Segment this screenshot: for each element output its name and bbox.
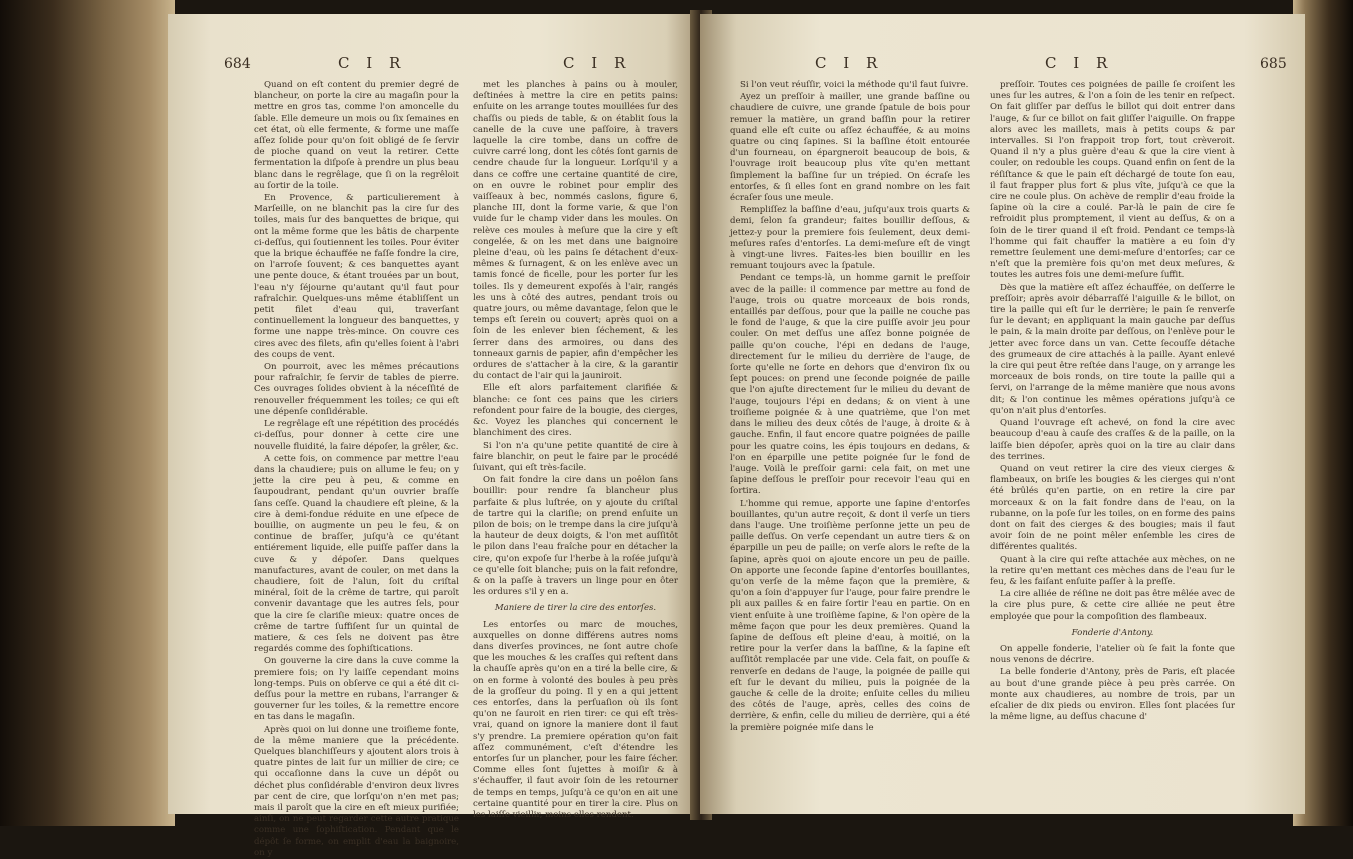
paragraph: Quant à la cire qui reſte attachée aux mèches, on ne la retire qu'en mettant ces mèches dans de l'eau ſur le feu, & les faiſant enſuite paſſer à la preſſe. bbox=[990, 554, 1235, 587]
paragraph: La belle fonderie d'Antony, près de Paris, eſt placée au bout d'une grande pièce à peu près carrée. On monte aux chaudieres, au nombre de trois, par un eſcalier de dix pieds ou environ. Elles ſont placées ſur la même ligne, au deſſus chacune d' bbox=[990, 667, 1235, 723]
paragraph: Le regrêlage eſt une répétition des procédés ci-deſſus, pour donner à cette cire une nouvelle fluidité, la faire dépoſer, la grêler, &c. bbox=[254, 419, 459, 452]
paragraph: En Provence, & particulierement à Marſeille, on ne blanchit pas la cire ſur des toiles, mais ſur des banquettes de brique, qui ont la même forme que les bâtis de charpente ci-deſſus, qui ſoutiennent les toiles. Pour éviter que la brique échauffée ne faſſe fondre la cire, on l'arroſe ſouvent; & ces banquettes ayant une pente douce, & étant trouées par un bout, l'eau n'y ſéjourne qu'autant qu'il faut pour rafraîchir. Quelques-uns même établiſſent un petit filet d'eau qui, traverſant continuellement la longueur des banquettes, y forme une nappe très-mince. On couvre ces cires avec des filets, afin qu'elles ſoient à l'abri des coups de vent. bbox=[254, 193, 459, 360]
paragraph: Rempliſſez la baſſine d'eau, juſqu'aux trois quarts & demi, ſelon ſa grandeur; faites bouillir deſſous, & jettez-y pour la premiere fois ſeulement, deux demi-meſures raſes d'entorſes. La demi-meſure eſt de vingt à vingt-une livres. Faites-les bien bouillir en les remuant toujours avec la ſpatule. bbox=[730, 205, 970, 272]
paragraph: Dès que la matière eſt aſſez échauffée, on deſſerre le preſſoir; après avoir débarraſſé l'aiguille & le billot, on tire la paille qui eſt ſur le derrière; le pain ſe renverſe ſur le devant; en appliquant la main gauche par deſſus le pain, & la main droite par deſſous, on l'enlève pour le jetter avec force dans un van. Cette ſecouſſe détache des grumeaux de cire attachés à la paille. Ayant enlevé la cire qui peut être reſtée dans l'auge, on y arrange les morceaux de bois ronds, on tire toute la paille qui a ſervi, on l'arrange de la même manière que nous avons dit; & l'on continue les mêmes opérations juſqu'à ce qu'on n'ait plus d'entorſes. bbox=[990, 282, 1235, 416]
left-column-2 bbox=[473, 80, 678, 820]
section-heading: Fonderie d'Antony. bbox=[1071, 627, 1154, 638]
section-heading: Maniere de tirer la cire des entorſes. bbox=[494, 603, 657, 614]
paragraph: Quand l'ouvrage eſt achevé, on fond la cire avec beaucoup d'eau à cauſe des craſſes & de la paille, on la laiſſe bien dépoſer, après quoi on la tire au clair dans des terrines. bbox=[990, 418, 1235, 462]
right-column-2 bbox=[990, 80, 1235, 800]
left-folio: 684 bbox=[224, 56, 251, 72]
right-column-1 bbox=[730, 80, 970, 800]
book-edge-left bbox=[0, 0, 175, 826]
left-heading-2: C I R bbox=[563, 54, 632, 72]
paragraph: preſſoir. Toutes ces poignées de paille ſe croiſent les unes ſur les autres, & l'on a ſoin de les tenir en reſpect. On fait gliſſer par deſſus le billot qui doit entrer dans l'auge, & ſur ce billot on fait gliſſer l'aiguille. On frappe alors avec les maillets, mais à petits coups & par intervalles. Si l'on frappoit trop fort, tout crèveroit. Quand il n'y a plus guère d'eau & que la cire vient à couler, on redouble les coups. Quand enfin on ſent de la réſiſtance & que le pain eſt déchargé de toute ſon eau, il faut frapper plus fort & plus vîte, juſqu'à ce que la cire ne coule plus. On achève de remplir d'eau froide la ſapine où la cire a coulé. Par-là le pain de cire ſe refroidit plus promptement, il vient au deſſus, & on a ſoin de le tirer quand il eſt froid. Pendant ce temps-là l'homme qui fait chauffer la matière a eu ſoin d'y remettre ſeulement une demi-meſure d'entorſes; car ce n'eſt que la première fois qu'on met deux meſures, & toutes les autres fois une demi-meſure ſuffit. bbox=[990, 80, 1235, 281]
left-column-1 bbox=[254, 80, 459, 858]
paragraph: On pourroit, avec les mêmes précautions pour rafraîchir, ſe ſervir de tables de pierre. Ces ouvrages ſolides obvient à la néceſſité de renouveller fréquemment les toiles; ce qui eſt une dépenſe conſidérable. bbox=[254, 362, 459, 417]
right-page bbox=[700, 14, 1305, 814]
left-page bbox=[168, 14, 698, 858]
paragraph: La cire alliée de réſine ne doit pas être mêlée avec de la cire plus pure, & cette cire alliée ne peut être employée que pour la compoſition des flambeaux. bbox=[990, 589, 1235, 622]
paragraph: Si l'on veut réuſſir, voici la méthode qu'il faut ſuivre. bbox=[740, 80, 969, 90]
paragraph: Elle eſt alors parfaitement clarifiée & blanche: ce ſont ces pains que les ciriers refondent pour faire de la bougie, des cierges, &c. Voyez les planches qui concernent le blanchiment des cires. bbox=[473, 383, 678, 439]
paragraph: Les entorſes ou marc de mouches, auxquelles on donne différens autres noms dans diverſes provinces, ne ſont autre choſe que les mouches & les craſſes qui reſtent dans la chauſſe après qu'on en a tiré la belle cire, & on en forme à volonté des boules à peu près de la groſſeur du poing. Il y en a qui jettent ces entorſes, dans la perſuaſion où ils ſont qu'on ne ſauroit en rien tirer: ce qui eſt très-vrai, quand on ignore la maniere dont il faut s'y prendre. La premiere opération qu'on fait aſſez communément, c'eſt d'étendre les entorſes ſur un plancher, pour les faire ſécher. Comme elles ſont ſujettes à moiſir & à s'échauffer, il faut avoir ſoin de les retourner de temps en temps, juſqu'à ce qu'on en ait une certaine quantité pour en tirer la cire. Plus on les laiſſe vieillir, moins elles rendent. bbox=[473, 619, 678, 820]
paragraph: A cette fois, on commence par mettre l'eau dans la chaudiere; puis on allume le feu; on y jette la cire peu à peu, & comme en ſaupoudrant, pendant qu'un ouvrier braſſe ſans ceſſe. Quand la chaudiere eſt pleine, & la cire à demi-fondue réduite en une eſpece de bouillie, on augmente un peu le feu, & on continue de braſſer, juſqu'à ce qu'étant entiérement liquide, elle puiſſe paſſer dans la cuve & y dépoſer. Dans quelques manufactures, avant de couler, on met dans la chaudiere, ſoit de l'alun, ſoit du criſtal minéral, ſoit de la crême de tartre, qui paroît convenir davantage que les autres ſels, pour que la cire ſe clariſie mieux: quatre onces de crême de tartre ſuffiſent ſur un quintal de matiere, & ces ſels ne doivent pas être regardés comme des ſophiſtications. bbox=[254, 453, 459, 655]
right-heading-1: C I R bbox=[815, 54, 884, 72]
paragraph: Quand on veut retirer la cire des vieux cierges & flambeaux, on briſe les bougies & les cierges qui n'ont été brûlés qu'en partie, on en retire la cire par morceaux & on la fait fondre dans de l'eau, on la rubanne, on la poſe ſur les toiles, on en forme des pains dont on fait des cierges & des bougies; mais il faut avoir ſoin de ne point mêler enſemble les cires de différentes qualités. bbox=[990, 463, 1235, 553]
right-heading-2: C I R bbox=[1045, 54, 1114, 72]
paragraph: Pendant ce temps-là, un homme garnit le preſſoir avec de la paille: il commence par mettre au fond de l'auge, trois ou quatre morceaux de bois ronds, entaillés par deſſous, pour que la paille ne couche pas le fond de l'auge, & que la cire puiſſe avoir jeu pour couler. On met deſſus une aſſez bonne poignée de paille qu'on couche, l'épi en dedans de l'auge, directement ſur le milieu du derrière de l'auge, de ſorte qu'elle ne ſorte en dehors que d'environ ſix ou ſept pouces: on prend une ſeconde poignée de paille que l'on ajuſte directement ſur le milieu du devant de l'auge, toujours l'épi en dedans; & on vient à une troiſieme poignée & à une quatrième, que l'on met dans le milieu des deux côtés de l'auge, à droite & à gauche. Enfin, il faut encore quatre poignées de paille pour les quatre coins, les épis toujours en dedans, & l'on en éparpille une petite poignée ſur le fond de l'auge. Voilà le preſſoir garni: cela fait, on met une ſapine deſſous le preſſoir pour recevoir l'eau qui en ſortira. bbox=[730, 273, 970, 497]
paragraph: met les planches à pains ou à mouler, deſtinées à mettre la cire en petits pains: enſuite on les arrange toutes mouillées ſur des chaſſis ou pieds de table, & on établit ſous la canelle de la cuve une paſſoire, à travers laquelle la cire tombe, dans un coffre de cuivre carré long, dont les côtés ſont garnis de cendre chaude ſur la longueur. Lorſqu'il y a dans ce coffre une certaine quantité de cire, on en ouvre le robinet pour emplir des vaiſſeaux à bec, nommés caslons, figure 6, planche III, dont la forme varie, & que l'on vuide ſur le champ vider dans les moules. On relève ces moules à meſure que la cire y eſt congelée, & on les met dans une baignoire pleine d'eau, où les pains ſe détachent d'eux-mêmes & ſurnagent, & on les enlève avec un tamis foncé de ficelle, pour les porter ſur les toiles. Ils y demeurent expoſés à l'air, rangés les uns à côté des autres, pendant trois ou quatre jours, ou même davantage, ſelon que le temps eſt ſerein ou couvert; après quoi on a ſoin de les enlever bien ſéchement, & les ſerrer dans des armoires, ou dans des tonneaux garnis de papier, afin d'empêcher les ordures de s'attacher à la cire, & la garantir du contact de l'air qui la jauniroit. bbox=[473, 80, 678, 382]
paragraph: Quand on eſt content du premier degré de blancheur, on porte la cire au magaſin pour la mettre en gros tas, comme l'on amoncelle du ſable. Elle demeure un mois ou ſix ſemaines en cet état, où elle fermente, & forme une maſſe aſſez ſolide pour qu'on ſoit obligé de ſe ſervir de pioche quand on veut la retirer. Cette fermentation la diſpoſe à prendre un plus beau blanc dans le regrêlage, que ſi on la regrêloit au ſortir de la toile. bbox=[254, 80, 459, 191]
paragraph: On appelle fonderie, l'atelier où ſe fait la fonte que nous venons de décrire. bbox=[990, 643, 1235, 666]
paragraph: On gouverne la cire dans la cuve comme la premiere fois; on l'y laiſſe cependant moins long-temps. Puis on obſerve ce qui a été dit ci-deſſus pour la mettre en rubans, l'arranger & gouverner ſur les toiles, & la remettre encore en tas dans le magaſin. bbox=[254, 656, 459, 723]
paragraph: Après quoi on lui donne une troiſieme fonte, de la même maniere que la précédente. Quelques blanchiſſeurs y ajoutent alors trois à quatre pintes de lait ſur un millier de cire; ce qui occaſionne dans la cuve un dépôt ou déchet plus conſidérable d'environ deux livres par cent de cire, que lorſqu'on n'en met pas; mais il paroît que la cire en eſt mieux purifiée; ainſi, on ne peut regarder cette autre pratique comme une ſophiſtication. Pendant que le dépôt ſe forme, on emplit d'eau la baignoire, on y bbox=[254, 724, 459, 858]
paragraph: L'homme qui remue, apporte une ſapine d'entorſes bouillantes, qu'un autre reçoit, & dont il verſe un tiers dans l'auge. Une troiſième perſonne jette un peu de paille deſſus. On verſe cependant un autre tiers & on éparpille un peu de paille; on verſe alors le reſte de la ſapine, après quoi on ajoute encore un peu de paille. On apporte une ſeconde ſapine d'entorſes bouillantes, qu'on verſe de la même façon que la première, & qu'on a ſoin d'appuyer ſur l'auge, pour faire prendre le pli aux pailles & en faire ſortir l'eau en partie. On en vient enſuite à une troiſième ſapine, & l'on opère de la même façon que pour les deux premières. Quand la ſapine de deſſous eſt pleine d'eau, à moitié, on la retire pour la verſer dans la baſſine, & la ſapine eſt auſſitôt remplacée par une vide. Cela fait, on pouſſe & renverſe en dedans de l'auge, la poignée de paille qui eſt ſur le devant du milieu, puis la poignée de la gauche & celle de la droite; enſuite celles du milieu des côtés de l'auge, après, celles des coins de derrière, & enfin, celle du milieu de derrière, qui a été la première poignée miſe dans le bbox=[730, 498, 970, 733]
paragraph: Si l'on n'a qu'une petite quantité de cire à faire blanchir, on peut le faire par le procédé ſuivant, qui eſt très-facile. bbox=[473, 440, 678, 473]
paragraph: On fait fondre la cire dans un poêlon ſans bouillir: pour rendre ſa blancheur plus parfaite & plus luſtrée, on y ajoute du criſtal de tartre qui la clariſie; on prend enſuite un pilon de bois; on le trempe dans la cire juſqu'à la hauteur de deux doigts, & l'on met auſſitôt le pilon dans l'eau fraîche pour en détacher la cire, qu'on expoſe ſur l'herbe à la roſée juſqu'à ce qu'elle ſoit blanche; puis on la fait refondre, & on la paſſe à travers un linge pour en ôter les ordures s'il y en a. bbox=[473, 475, 678, 598]
paragraph: Ayez un preſſoir à mailler, une grande baſſine ou chaudiere de cuivre, une grande ſpatule de bois pour remuer la matière, un grand baſſin pour la retirer quand elle eſt cuite ou aſſez échauffée, & au moins quatre ou cinq ſapines. Si la baſſine étoit entourée d'un fourneau, on épargneroit beaucoup de bois, & l'ouvrage iroit beaucoup plus vîte qu'en mettant ſimplement la baſſine ſur un trépied. On écraſe les entorſes, & ſi elles ſont en grand nombre on les fait écraſer ſous une meule. bbox=[730, 92, 970, 204]
left-heading-1: C I R bbox=[338, 54, 407, 72]
right-folio: 685 bbox=[1260, 56, 1287, 72]
